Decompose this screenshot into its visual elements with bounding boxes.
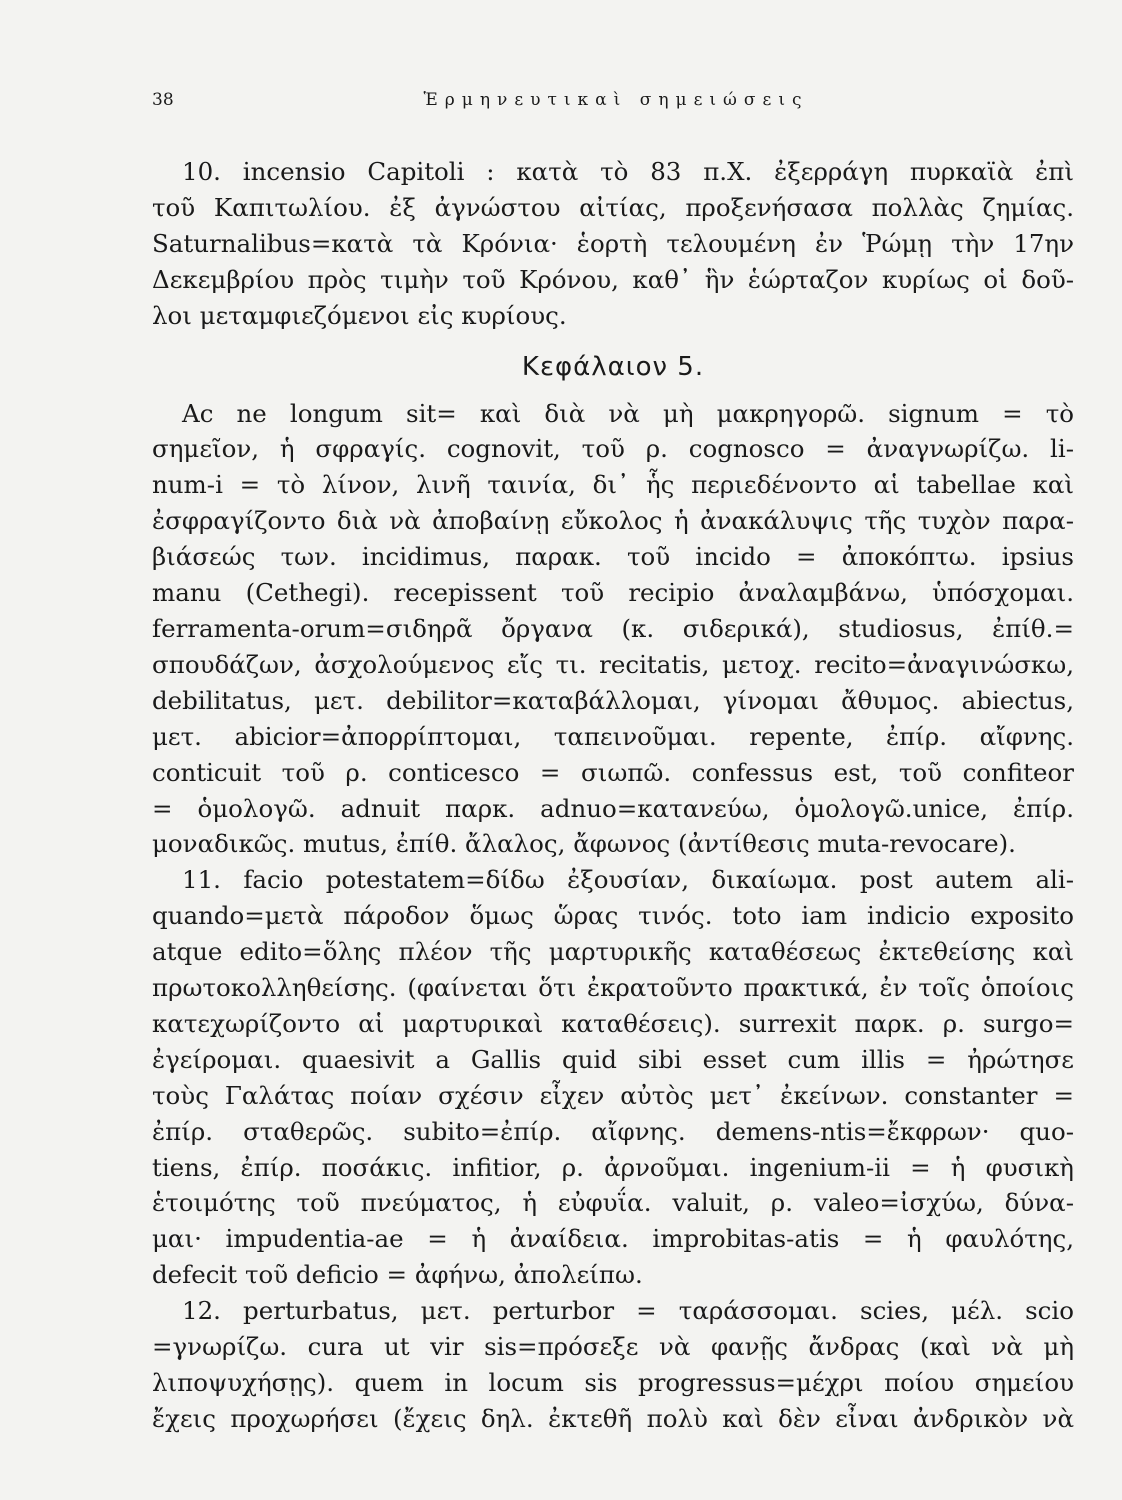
text-line: πρωτοκολληθείσης. (φαίνεται ὅτι ἐκρατοῦντο πρακτικά, ἐν τοῖς ὁποίοις xyxy=(152,973,1074,1003)
text-line: κατεχωρίζοντο αἱ μαρτυρικαὶ καταθέσεις). surrexit παρκ. ρ. surgo= xyxy=(152,1008,1074,1038)
text-line: μοναδικῶς. mutus, ἐπίθ. ἄλαλος, ἄφωνος (ἀντίθεσις muta-revocare). xyxy=(152,829,1016,859)
text-line: 11. facio potestatem=δίδω ἐξουσίαν, δικαίωμα. post autem ali- xyxy=(182,865,1074,895)
paragraph-12 xyxy=(152,1293,1074,1437)
text-line: ἑτοιμότης τοῦ πνεύματος, ἡ εὐφυΐα. valuit, ρ. valeo=ἰσχύω, δύνα- xyxy=(152,1188,1074,1218)
text-line: τοὺς Γαλάτας ποίαν σχέσιν εἶχεν αὐτὸς μετ᾽ ἐκείνων. constanter = xyxy=(152,1080,1074,1110)
chapter-heading: Κεφάλαιον 5. xyxy=(521,351,705,382)
running-title: Ἑρμηνευτικαὶ σημειώσεις xyxy=(423,90,809,110)
text-line: ἔχεις προχωρήσει (ἔχεις δηλ. ἐκτεθῆ πολὺ καὶ δὲν εἶναι ἀνδρικὸν νὰ xyxy=(152,1403,1074,1433)
text-line: num-i = τὸ λίνον, λινῆ ταινία, δι᾽ ἧς περιεδένοντο αἱ tabellae καὶ xyxy=(152,470,1074,500)
text-line: μαι· impudentia-ae = ἡ ἀναίδεια. improbitas-atis = ἡ φαυλότης, xyxy=(152,1224,1074,1254)
text-line: Δεκεμβρίου πρὸς τιμὴν τοῦ Κρόνου, καθ᾽ ἣν ἑώρταζον κυρίως οἱ δοῦ- xyxy=(152,264,1074,294)
text-line: debilitatus, μετ. debilitor=καταβάλλομαι, γίνομαι ἄθυμος. abiectus, xyxy=(152,685,1074,715)
text-line: ἐγείρομαι. quaesivit a Gallis quid sibi esset cum illis = ἠρώτησε xyxy=(152,1044,1074,1074)
text-line: Ac ne longum sit= καὶ διὰ νὰ μὴ μακρηγορῶ. signum = τὸ xyxy=(182,398,1074,428)
body-text xyxy=(152,154,1074,1437)
text-line: βιάσεώς των. incidimus, παρακ. τοῦ incido = ἀποκόπτω. ipsius xyxy=(152,542,1074,572)
text-line: defecit τοῦ deficio = ἀφήνω, ἀπολείπω. xyxy=(152,1260,643,1290)
text-line: σπουδάζων, ἀσχολούμενος εἴς τι. recitatis, μετοχ. recito=ἀναγινώσκω, xyxy=(152,649,1074,679)
text-line: tiens, ἐπίρ. ποσάκις. infitior, ρ. ἀρνοῦμαι. ingenium-ii = ἡ φυσικὴ xyxy=(152,1152,1074,1182)
paragraph-11 xyxy=(152,862,1074,1293)
text-line: atque edito=ὅλης πλέον τῆς μαρτυρικῆς καταθέσεως ἐκτεθείσης καὶ xyxy=(152,937,1074,967)
chapter-paragraph xyxy=(152,396,1074,863)
text-line: = ὁμολογῶ. adnuit παρκ. adnuo=κατανεύω, ὁμολογῶ.unice, ἐπίρ. xyxy=(152,793,1074,823)
text-line: Saturnalibus=κατὰ τὰ Κρόνια· ἑορτὴ τελουμένη ἐν Ῥώμῃ τὴν 17ην xyxy=(152,228,1074,258)
page-number: 38 xyxy=(152,90,174,110)
text-line: conticuit τοῦ ρ. conticesco = σιωπῶ. confessus est, τοῦ confiteor xyxy=(152,757,1074,787)
text-line: μετ. abicior=ἀπορρίπτομαι, ταπεινοῦμαι. repente, ἐπίρ. αἴφνης. xyxy=(152,721,1074,751)
running-head xyxy=(152,90,1080,118)
text-line: =γνωρίζω. cura ut vir sis=πρόσεξε νὰ φανῇς ἄνδρας (καὶ νὰ μὴ xyxy=(152,1332,1074,1362)
text-line: λοι μεταμφιεζόμενοι εἰς κυρίους. xyxy=(152,300,567,330)
text-line: quando=μετὰ πάροδον ὅμως ὥρας τινός. toto iam indicio exposito xyxy=(152,901,1074,931)
text-line: λιποψυχήσῃς). quem in locum sis progressus=μέχρι ποίου σημείου xyxy=(152,1368,1074,1397)
text-line: τοῦ Καπιτωλίου. ἐξ ἀγνώστου αἰτίας, προξενήσασα πολλὰς ζημίας. xyxy=(152,192,1074,222)
text-line: σημεῖον, ἡ σφραγίς. cognovit, τοῦ ρ. cognosco = ἀναγνωρίζω. li- xyxy=(152,434,1074,464)
paragraph-10 xyxy=(152,154,1074,334)
text-line: ferramenta-orum=σιδηρᾶ ὄργανα (κ. σιδερικά), studiosus, ἐπίθ.= xyxy=(152,613,1074,643)
text-line: 12. perturbatus, μετ. perturbor = ταράσσομαι. scies, μέλ. scio xyxy=(182,1296,1074,1326)
text-line: 10. incensio Capitoli : κατὰ τὸ 83 π.Χ. ἐξερράγη πυρκαϊὰ ἐπὶ xyxy=(182,157,1074,186)
text-line: ἐπίρ. σταθερῶς. subito=ἐπίρ. αἴφνης. demens-ntis=ἔκφρων· quo- xyxy=(152,1116,1074,1146)
text-line: manu (Cethegi). recepissent τοῦ recipio ἀναλαμβάνω, ὑπόσχομαι. xyxy=(152,578,1074,608)
text-line: ἐσφραγίζοντο διὰ νὰ ἀποβαίνῃ εὔκολος ἡ ἀνακάλυψις τῆς τυχὸν παρα- xyxy=(152,506,1074,536)
